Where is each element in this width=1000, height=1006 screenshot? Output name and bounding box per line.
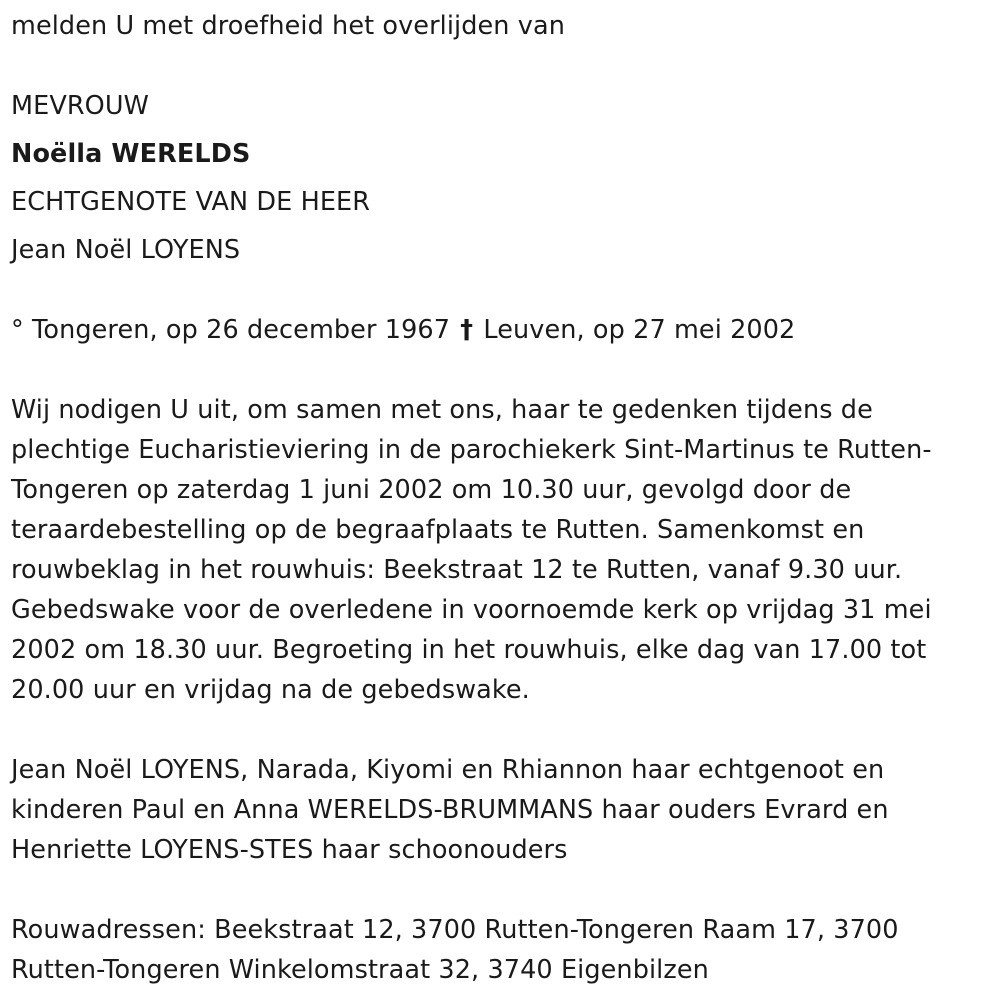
paragraph-line: Jean Noël LOYENS, Narada, Kiyomi en Rhiannon haar echtgenoot en	[11, 755, 885, 785]
deceased-name: Noëlla WERELDS	[11, 139, 251, 169]
paragraph-line: plechtige Eucharistieviering in de parochiekerk Sint-Martinus te Rutten-	[11, 435, 932, 465]
relation-text: ECHTGENOTE VAN DE HEER	[11, 187, 371, 217]
spouse-name: Jean Noël LOYENS	[11, 235, 241, 265]
paragraph-line: Rutten-Tongeren Winkelomstraat 32, 3740 Eigenbilzen	[11, 955, 709, 985]
birth-date: ° Tongeren, op 26 december 1967	[11, 315, 451, 345]
paragraph-line: Henriette LOYENS-STES haar schoonouders	[11, 835, 568, 865]
family-paragraph	[11, 750, 991, 870]
paragraph-line: rouwbeklag in het rouwhuis: Beekstraat 12 te Rutten, vanaf 9.30 uur.	[11, 555, 903, 585]
service-paragraph	[11, 390, 991, 710]
intro-text: melden U met droefheid het overlijden van	[11, 11, 565, 41]
title-text: MEVROUW	[11, 91, 149, 121]
paragraph-line: Gebedswake voor de overledene in voornoemde kerk op vrijdag 31 mei	[11, 595, 932, 625]
paragraph-line: Wij nodigen U uit, om samen met ons, haar te gedenken tijdens de	[11, 395, 873, 425]
paragraph-line: 2002 om 18.30 uur. Begroeting in het rouwhuis, elke dag van 17.00 tot	[11, 635, 927, 665]
death-date: Leuven, op 27 mei 2002	[483, 315, 796, 345]
paragraph-line: 20.00 uur en vrijdag na de gebedswake.	[11, 675, 530, 705]
address-paragraph	[11, 910, 991, 990]
cross-icon: †	[460, 315, 474, 345]
life-dates	[11, 310, 795, 350]
paragraph-line: kinderen Paul en Anna WERELDS-BRUMMANS haar ouders Evrard en	[11, 795, 889, 825]
paragraph-line: teraardebestelling op de begraafplaats te Rutten. Samenkomst en	[11, 515, 865, 545]
paragraph-line: Tongeren op zaterdag 1 juni 2002 om 10.30 uur, gevolgd door de	[11, 475, 852, 505]
paragraph-line: Rouwadressen: Beekstraat 12, 3700 Rutten-Tongeren Raam 17, 3700	[11, 915, 899, 945]
